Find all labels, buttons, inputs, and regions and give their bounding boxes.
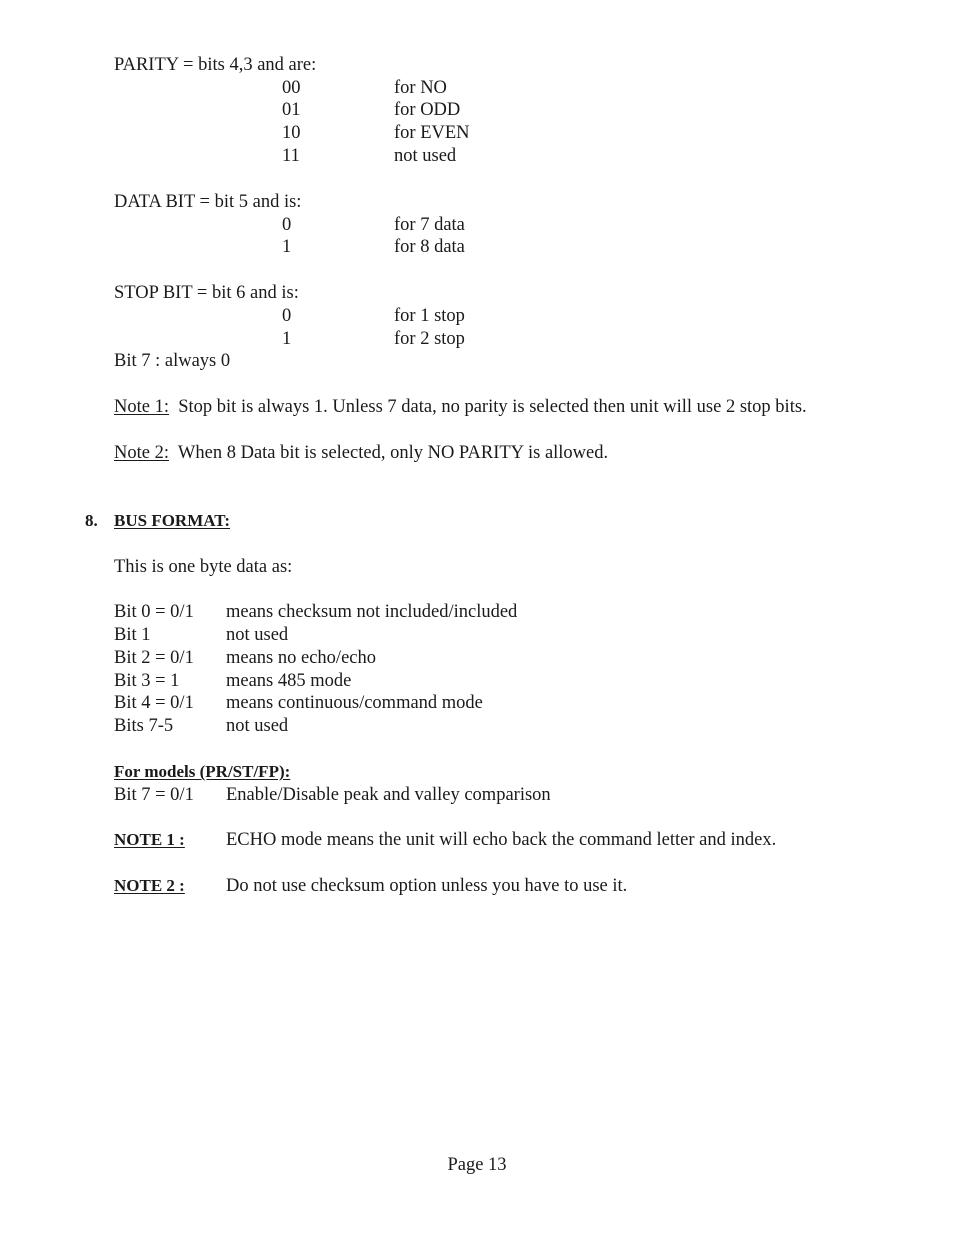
stopbit-heading: STOP BIT = bit 6 and is: — [114, 283, 299, 303]
note1-text: Stop bit is always 1. Unless 7 data, no parity is selected then unit will use 2 stop bits. — [178, 397, 807, 417]
stopbit-code: 1 — [282, 329, 292, 349]
databit-meaning: for 8 data — [394, 237, 465, 257]
parity-code: 10 — [282, 123, 301, 143]
parity-code: 11 — [282, 146, 300, 166]
bus-bit-meaning: not used — [226, 625, 289, 645]
bus-bit-label: Bit 0 = 0/1 — [114, 602, 194, 622]
bus-note2-label: NOTE 2 : — [114, 876, 185, 895]
databit-meaning: for 7 data — [394, 215, 465, 235]
bus-note1-label: NOTE 1 : — [114, 830, 185, 849]
parity-meaning: for EVEN — [394, 123, 470, 143]
parity-meaning: for ODD — [394, 100, 461, 120]
bus-bit-label: Bit 2 = 0/1 — [114, 648, 194, 668]
parity-code: 01 — [282, 100, 301, 120]
section-title: BUS FORMAT: — [114, 511, 231, 530]
models-bit-meaning: Enable/Disable peak and valley comparison — [226, 785, 551, 805]
bus-bit-label: Bit 1 — [114, 625, 151, 645]
databit-code: 1 — [282, 237, 292, 257]
bus-bit-meaning: means no echo/echo — [226, 648, 376, 668]
bus-bit-label: Bit 3 = 1 — [114, 671, 180, 691]
bus-bit-meaning: means continuous/command mode — [226, 693, 483, 713]
page-number: Page 13 — [447, 1155, 507, 1175]
note2-text: When 8 Data bit is selected, only NO PARITY is allowed. — [177, 443, 609, 463]
databit-heading: DATA BIT = bit 5 and is: — [114, 192, 302, 212]
bus-note2-text: Do not use checksum option unless you have to use it. — [226, 876, 628, 896]
parity-meaning: not used — [394, 146, 457, 166]
bit7-note: Bit 7 : always 0 — [114, 351, 231, 371]
parity-heading: PARITY = bits 4,3 and are: — [114, 55, 317, 75]
models-bit-label: Bit 7 = 0/1 — [114, 785, 194, 805]
section-intro: This is one byte data as: — [114, 557, 293, 577]
models-heading: For models (PR/ST/FP): — [114, 762, 291, 781]
bus-bit-meaning: means checksum not included/included — [226, 602, 518, 622]
databit-code: 0 — [282, 215, 292, 235]
stopbit-meaning: for 1 stop — [394, 306, 465, 326]
note1-label: Note 1: — [114, 397, 169, 417]
note2 — [114, 442, 608, 464]
stopbit-meaning: for 2 stop — [394, 329, 465, 349]
bus-bit-meaning: not used — [226, 716, 289, 736]
stopbit-code: 0 — [282, 306, 292, 326]
note1 — [114, 396, 807, 418]
parity-meaning: for NO — [394, 78, 447, 98]
bus-note1-text: ECHO mode means the unit will echo back the command letter and index. — [226, 830, 777, 850]
note2-label: Note 2: — [114, 443, 169, 463]
bus-bit-label: Bit 4 = 0/1 — [114, 693, 194, 713]
section-number: 8. — [85, 511, 98, 530]
parity-code: 00 — [282, 78, 301, 98]
bus-bit-meaning: means 485 mode — [226, 671, 352, 691]
bus-bit-label: Bits 7-5 — [114, 716, 174, 736]
